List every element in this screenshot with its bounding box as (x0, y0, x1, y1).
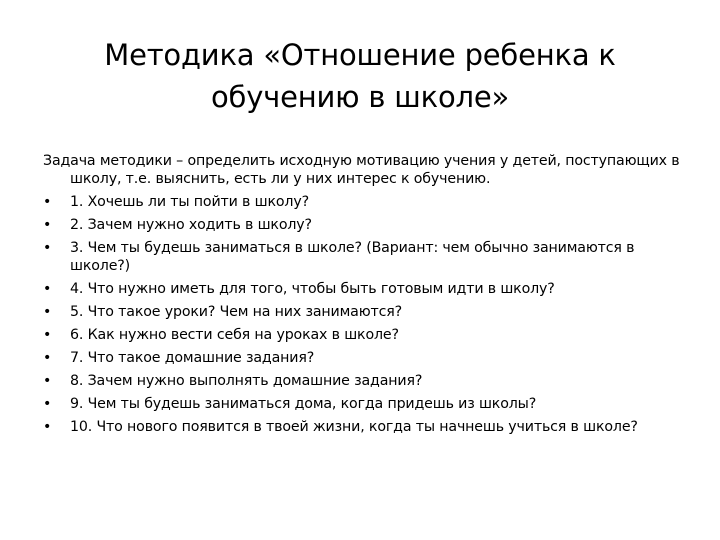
bullet-icon: • (43, 419, 52, 435)
slide-title (36, 34, 684, 118)
bullet-icon: • (43, 194, 52, 210)
list-item-text: 8. Зачем нужно выполнять домашние задания? (70, 373, 423, 389)
slide-body (43, 152, 683, 441)
bullet-icon: • (43, 281, 52, 297)
bullet-icon: • (43, 217, 52, 233)
list-item (43, 193, 683, 211)
list-item (43, 326, 683, 344)
slide-title-line-2: обучению в школе» (210, 80, 510, 114)
list-item (43, 239, 683, 275)
list-item (43, 349, 683, 367)
list-item (43, 216, 683, 234)
list-item (43, 280, 683, 298)
list-item-text: 9. Чем ты будешь заниматься дома, когда придешь из школы? (70, 396, 537, 412)
bullet-icon: • (43, 350, 52, 366)
bullet-icon: • (43, 327, 52, 343)
slide-title-line-1: Методика «Отношение ребенка к (104, 38, 616, 72)
list-item-text: 3. Чем ты будешь заниматься в школе? (Вариант: чем обычно занимаются в школе?) (70, 240, 635, 274)
bullet-icon: • (43, 304, 52, 320)
list-item (43, 418, 683, 436)
list-item (43, 303, 683, 321)
bullet-icon: • (43, 373, 52, 389)
list-item-text: 6. Как нужно вести себя на уроках в школе? (70, 327, 399, 343)
list-item-text: 1. Хочешь ли ты пойти в школу? (70, 194, 309, 210)
list-item-text: 5. Что такое уроки? Чем на них занимаются? (70, 304, 403, 320)
intro-paragraph: Задача методики – определить исходную мотивацию учения у детей, поступающих в школу, т.е. выяснить, есть ли у них интерес к обучению. (43, 153, 680, 187)
bullet-icon: • (43, 396, 52, 412)
list-item-text: 10. Что нового появится в твоей жизни, когда ты начнешь учиться в школе? (70, 419, 638, 435)
list-item (43, 395, 683, 413)
question-list (43, 193, 683, 436)
list-item-text: 7. Что такое домашние задания? (70, 350, 315, 366)
list-item (43, 372, 683, 390)
list-item-text: 2. Зачем нужно ходить в школу? (70, 217, 312, 233)
bullet-icon: • (43, 240, 52, 256)
list-item-text: 4. Что нужно иметь для того, чтобы быть готовым идти в школу? (70, 281, 555, 297)
